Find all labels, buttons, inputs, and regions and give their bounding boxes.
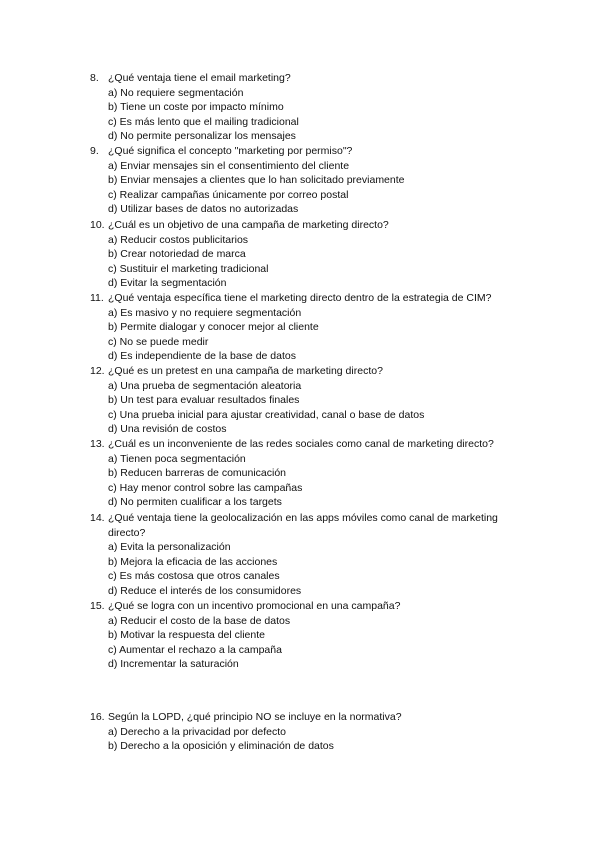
option-a: a) Reducir costos publicitarios — [108, 233, 249, 246]
option-b: b) Mejora la eficacia de las acciones — [108, 555, 278, 568]
options-list — [90, 306, 530, 364]
question-15 — [90, 599, 530, 672]
option-d: d) Utilizar bases de datos no autorizadas — [108, 203, 299, 216]
question-9 — [90, 144, 530, 217]
option-a: a) Reducir el costo de la base de datos — [108, 614, 291, 627]
option-d: d) No permite personalizar los mensajes — [108, 130, 296, 143]
options-list — [90, 233, 530, 291]
question-number: 11. — [90, 292, 104, 304]
options-list — [90, 540, 530, 598]
question-number: 8. — [90, 72, 99, 84]
option-a: a) Enviar mensajes sin el consentimiento del cliente — [108, 159, 350, 172]
option-c: c) Hay menor control sobre las campañas — [108, 481, 303, 494]
option-d: d) No permiten cualificar a los targets — [108, 496, 282, 509]
question-14 — [90, 511, 530, 599]
option-b: b) Derecho a la oposición y eliminación de datos — [108, 740, 334, 753]
option-c: c) Una prueba inicial para ajustar creatividad, canal o base de datos — [108, 408, 425, 421]
option-b: b) Permite dialogar y conocer mejor al cliente — [108, 321, 319, 334]
question-text: Según la LOPD, ¿qué principio NO se incluye en la normativa? — [108, 711, 402, 723]
option-b: b) Tiene un coste por impacto mínimo — [108, 101, 284, 114]
option-c: c) Es más costosa que otros canales — [108, 570, 280, 583]
options-list — [90, 379, 530, 437]
question-12 — [90, 364, 530, 437]
option-b: b) Un test para evaluar resultados finales — [108, 394, 300, 407]
option-a: a) Es masivo y no requiere segmentación — [108, 306, 302, 319]
option-d: d) Evitar la segmentación — [108, 277, 227, 290]
option-a: a) Una prueba de segmentación aleatoria — [108, 379, 302, 392]
question-number: 9. — [90, 145, 99, 157]
question-10 — [90, 218, 530, 291]
question-number: 14. — [90, 512, 105, 524]
option-a: a) Evita la personalización — [108, 541, 231, 554]
option-d: d) Reduce el interés de los consumidores — [108, 584, 302, 597]
option-a: a) Derecho a la privacidad por defecto — [108, 725, 287, 738]
option-b: b) Motivar la respuesta del cliente — [108, 629, 265, 642]
question-number: 10. — [90, 219, 105, 231]
question-text: ¿Qué ventaja tiene el email marketing? — [108, 72, 291, 84]
option-c: c) Aumentar el rechazo a la campaña — [108, 643, 282, 656]
question-text: ¿Cuál es un objetivo de una campaña de marketing directo? — [108, 219, 389, 231]
question-number: 12. — [90, 365, 105, 377]
option-b: b) Crear notoriedad de marca — [108, 248, 246, 261]
question-13 — [90, 437, 530, 510]
option-c: c) No se puede medir — [108, 335, 209, 348]
question-text: ¿Cuál es un inconveniente de las redes sociales como canal de marketing directo? — [108, 438, 494, 450]
question-8 — [90, 71, 530, 144]
question-number: 15. — [90, 600, 105, 612]
options-list — [90, 614, 530, 672]
question-number: 13. — [90, 438, 105, 450]
option-b: b) Reducen barreras de comunicación — [108, 467, 287, 480]
options-list — [90, 725, 530, 754]
option-c: c) Es más lento que el mailing tradicional — [108, 115, 299, 128]
option-d: d) Es independiente de la base de datos — [108, 350, 296, 363]
option-c: c) Realizar campañas únicamente por correo postal — [108, 188, 349, 201]
question-text: ¿Qué se logra con un incentivo promocional en una campaña? — [108, 600, 401, 612]
option-c: c) Sustituir el marketing tradicional — [108, 262, 269, 275]
question-text: ¿Qué ventaja específica tiene el marketing directo dentro de la estrategia de CIM? — [108, 292, 492, 304]
option-b: b) Enviar mensajes a clientes que lo han solicitado previamente — [108, 174, 405, 187]
options-list — [90, 86, 530, 144]
question-text: ¿Qué significa el concepto "marketing por permiso"? — [108, 145, 353, 157]
options-list — [90, 159, 530, 217]
question-number: 16. — [90, 711, 105, 723]
question-11 — [90, 291, 530, 364]
option-a: a) No requiere segmentación — [108, 86, 244, 99]
option-a: a) Tienen poca segmentación — [108, 452, 246, 465]
options-list — [90, 452, 530, 510]
question-text: ¿Qué ventaja tiene la geolocalización en las apps móviles como canal de marketing directo? — [108, 512, 498, 539]
question-16 — [90, 710, 530, 754]
question-text: ¿Qué es un pretest en una campaña de marketing directo? — [108, 365, 383, 377]
option-d: d) Incrementar la saturación — [108, 658, 239, 671]
option-d: d) Una revisión de costos — [108, 423, 227, 436]
